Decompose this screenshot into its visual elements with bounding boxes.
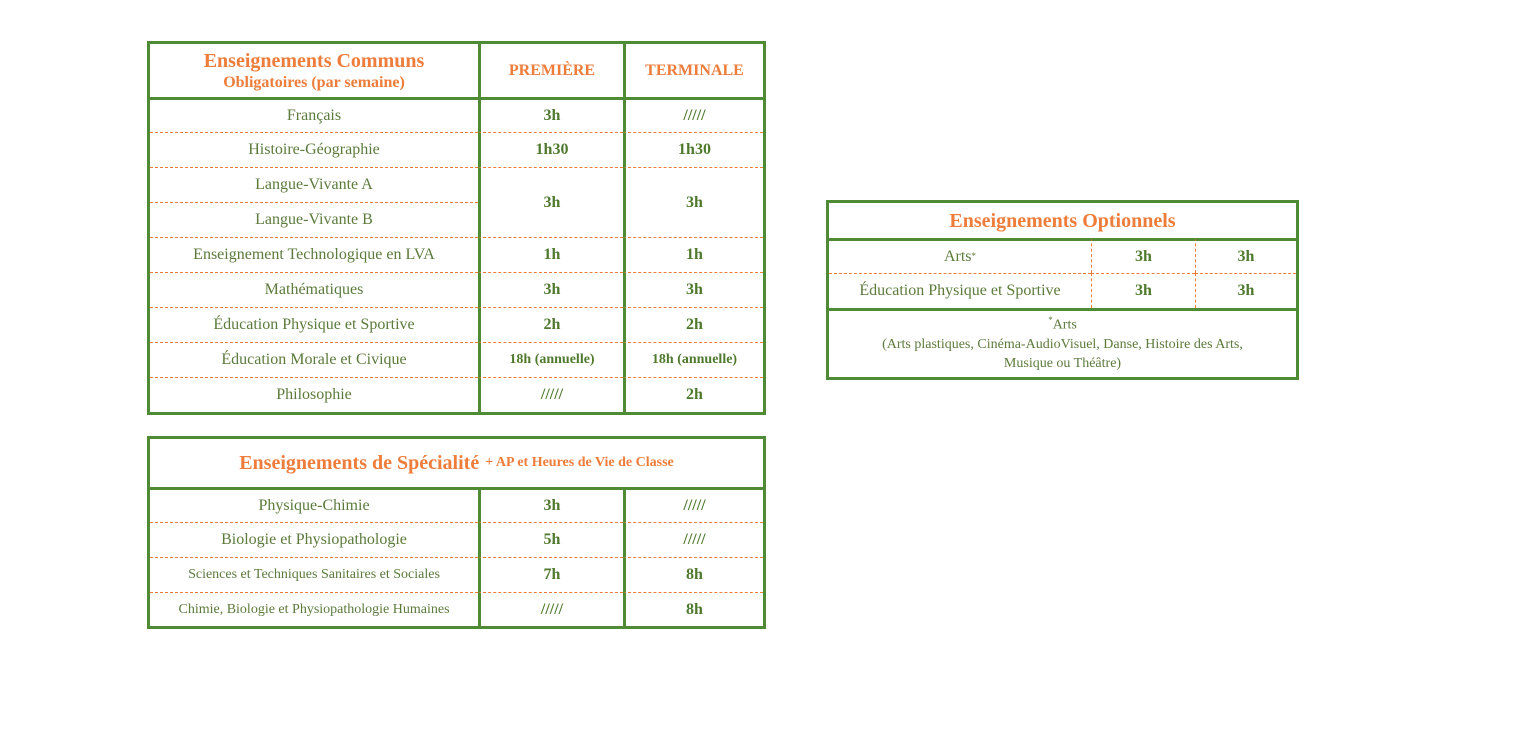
hours-terminale: 3h	[1195, 273, 1296, 308]
communs-subtitle: Obligatoires (par semaine)	[223, 73, 405, 91]
table-enseignements-optionnels	[826, 200, 1299, 380]
hours-premiere: 3h	[1091, 273, 1195, 308]
communs-title-cell	[150, 44, 478, 97]
hours-premiere: 3h	[478, 487, 623, 522]
hours-terminale: 8h	[623, 557, 763, 592]
hours-terminale: /////	[623, 487, 763, 522]
footnote-mark: *	[1048, 315, 1053, 326]
hours-premiere: 1h	[478, 237, 623, 272]
hours-premiere: 18h (annuelle)	[478, 342, 623, 377]
hours-premiere: 3h	[1091, 238, 1195, 273]
subject-name: Éducation Physique et Sportive	[829, 273, 1091, 308]
hours-terminale: 1h	[623, 237, 763, 272]
hours-premiere: 2h	[478, 307, 623, 342]
subject-name: Enseignement Technologique en LVA	[150, 237, 478, 272]
optionnels-title: Enseignements Optionnels	[949, 209, 1176, 232]
subject-name: Éducation Physique et Sportive	[150, 307, 478, 342]
subject-name: Physique-Chimie	[150, 487, 478, 522]
communs-title: Enseignements Communs	[203, 49, 425, 72]
hours-terminale: 8h	[623, 592, 763, 626]
subject-name: Chimie, Biologie et Physiopathologie Humaines	[150, 592, 478, 626]
hours-terminale: 18h (annuelle)	[623, 342, 763, 377]
hours-premiere: /////	[478, 592, 623, 626]
hours-terminale: 1h30	[623, 132, 763, 167]
hours-premiere: 3h	[478, 167, 623, 237]
subject-name-text: Arts	[943, 248, 972, 266]
hours-terminale: 3h	[623, 272, 763, 307]
footnote-line-1: (Arts plastiques, Cinéma-AudioVisuel, Danse, Histoire des Arts,	[882, 336, 1243, 352]
column-header-premiere: PREMIÈRE	[478, 44, 623, 97]
hours-terminale: 2h	[623, 377, 763, 412]
table-enseignements-specialite	[147, 436, 766, 629]
footnote-mark: *	[971, 251, 977, 262]
subject-name: Mathématiques	[150, 272, 478, 307]
subject-name: Biologie et Physiopathologie	[150, 522, 478, 557]
hours-premiere: 3h	[478, 272, 623, 307]
footnote-title: Arts	[1052, 317, 1077, 333]
hours-terminale: /////	[623, 97, 763, 132]
subject-name: Langue-Vivante A	[150, 167, 478, 202]
hours-terminale: 2h	[623, 307, 763, 342]
hours-terminale: /////	[623, 522, 763, 557]
specialite-title-cell	[150, 439, 763, 487]
hours-premiere: /////	[478, 377, 623, 412]
column-header-terminale: TERMINALE	[623, 44, 763, 97]
subject-name: Philosophie	[150, 377, 478, 412]
hours-premiere: 5h	[478, 522, 623, 557]
hours-terminale: 3h	[1195, 238, 1296, 273]
footnote	[829, 308, 1296, 377]
subject-name: Histoire-Géographie	[150, 132, 478, 167]
footnote-title-line	[1048, 314, 1077, 336]
specialite-title: Enseignements de Spécialité	[239, 452, 480, 474]
subject-name: Français	[150, 97, 478, 132]
subject-name: Sciences et Techniques Sanitaires et Sociales	[150, 557, 478, 592]
hours-premiere: 1h30	[478, 132, 623, 167]
subject-name: Éducation Morale et Civique	[150, 342, 478, 377]
specialite-title-extra: + AP et Heures de Vie de Classe	[485, 455, 674, 471]
footnote-line-2: Musique ou Théâtre)	[1003, 355, 1122, 371]
subject-name	[829, 238, 1091, 273]
table-enseignements-communs	[147, 41, 766, 415]
hours-premiere: 7h	[478, 557, 623, 592]
hours-premiere: 3h	[478, 97, 623, 132]
subject-name: Langue-Vivante B	[150, 202, 478, 237]
hours-terminale: 3h	[623, 167, 763, 237]
